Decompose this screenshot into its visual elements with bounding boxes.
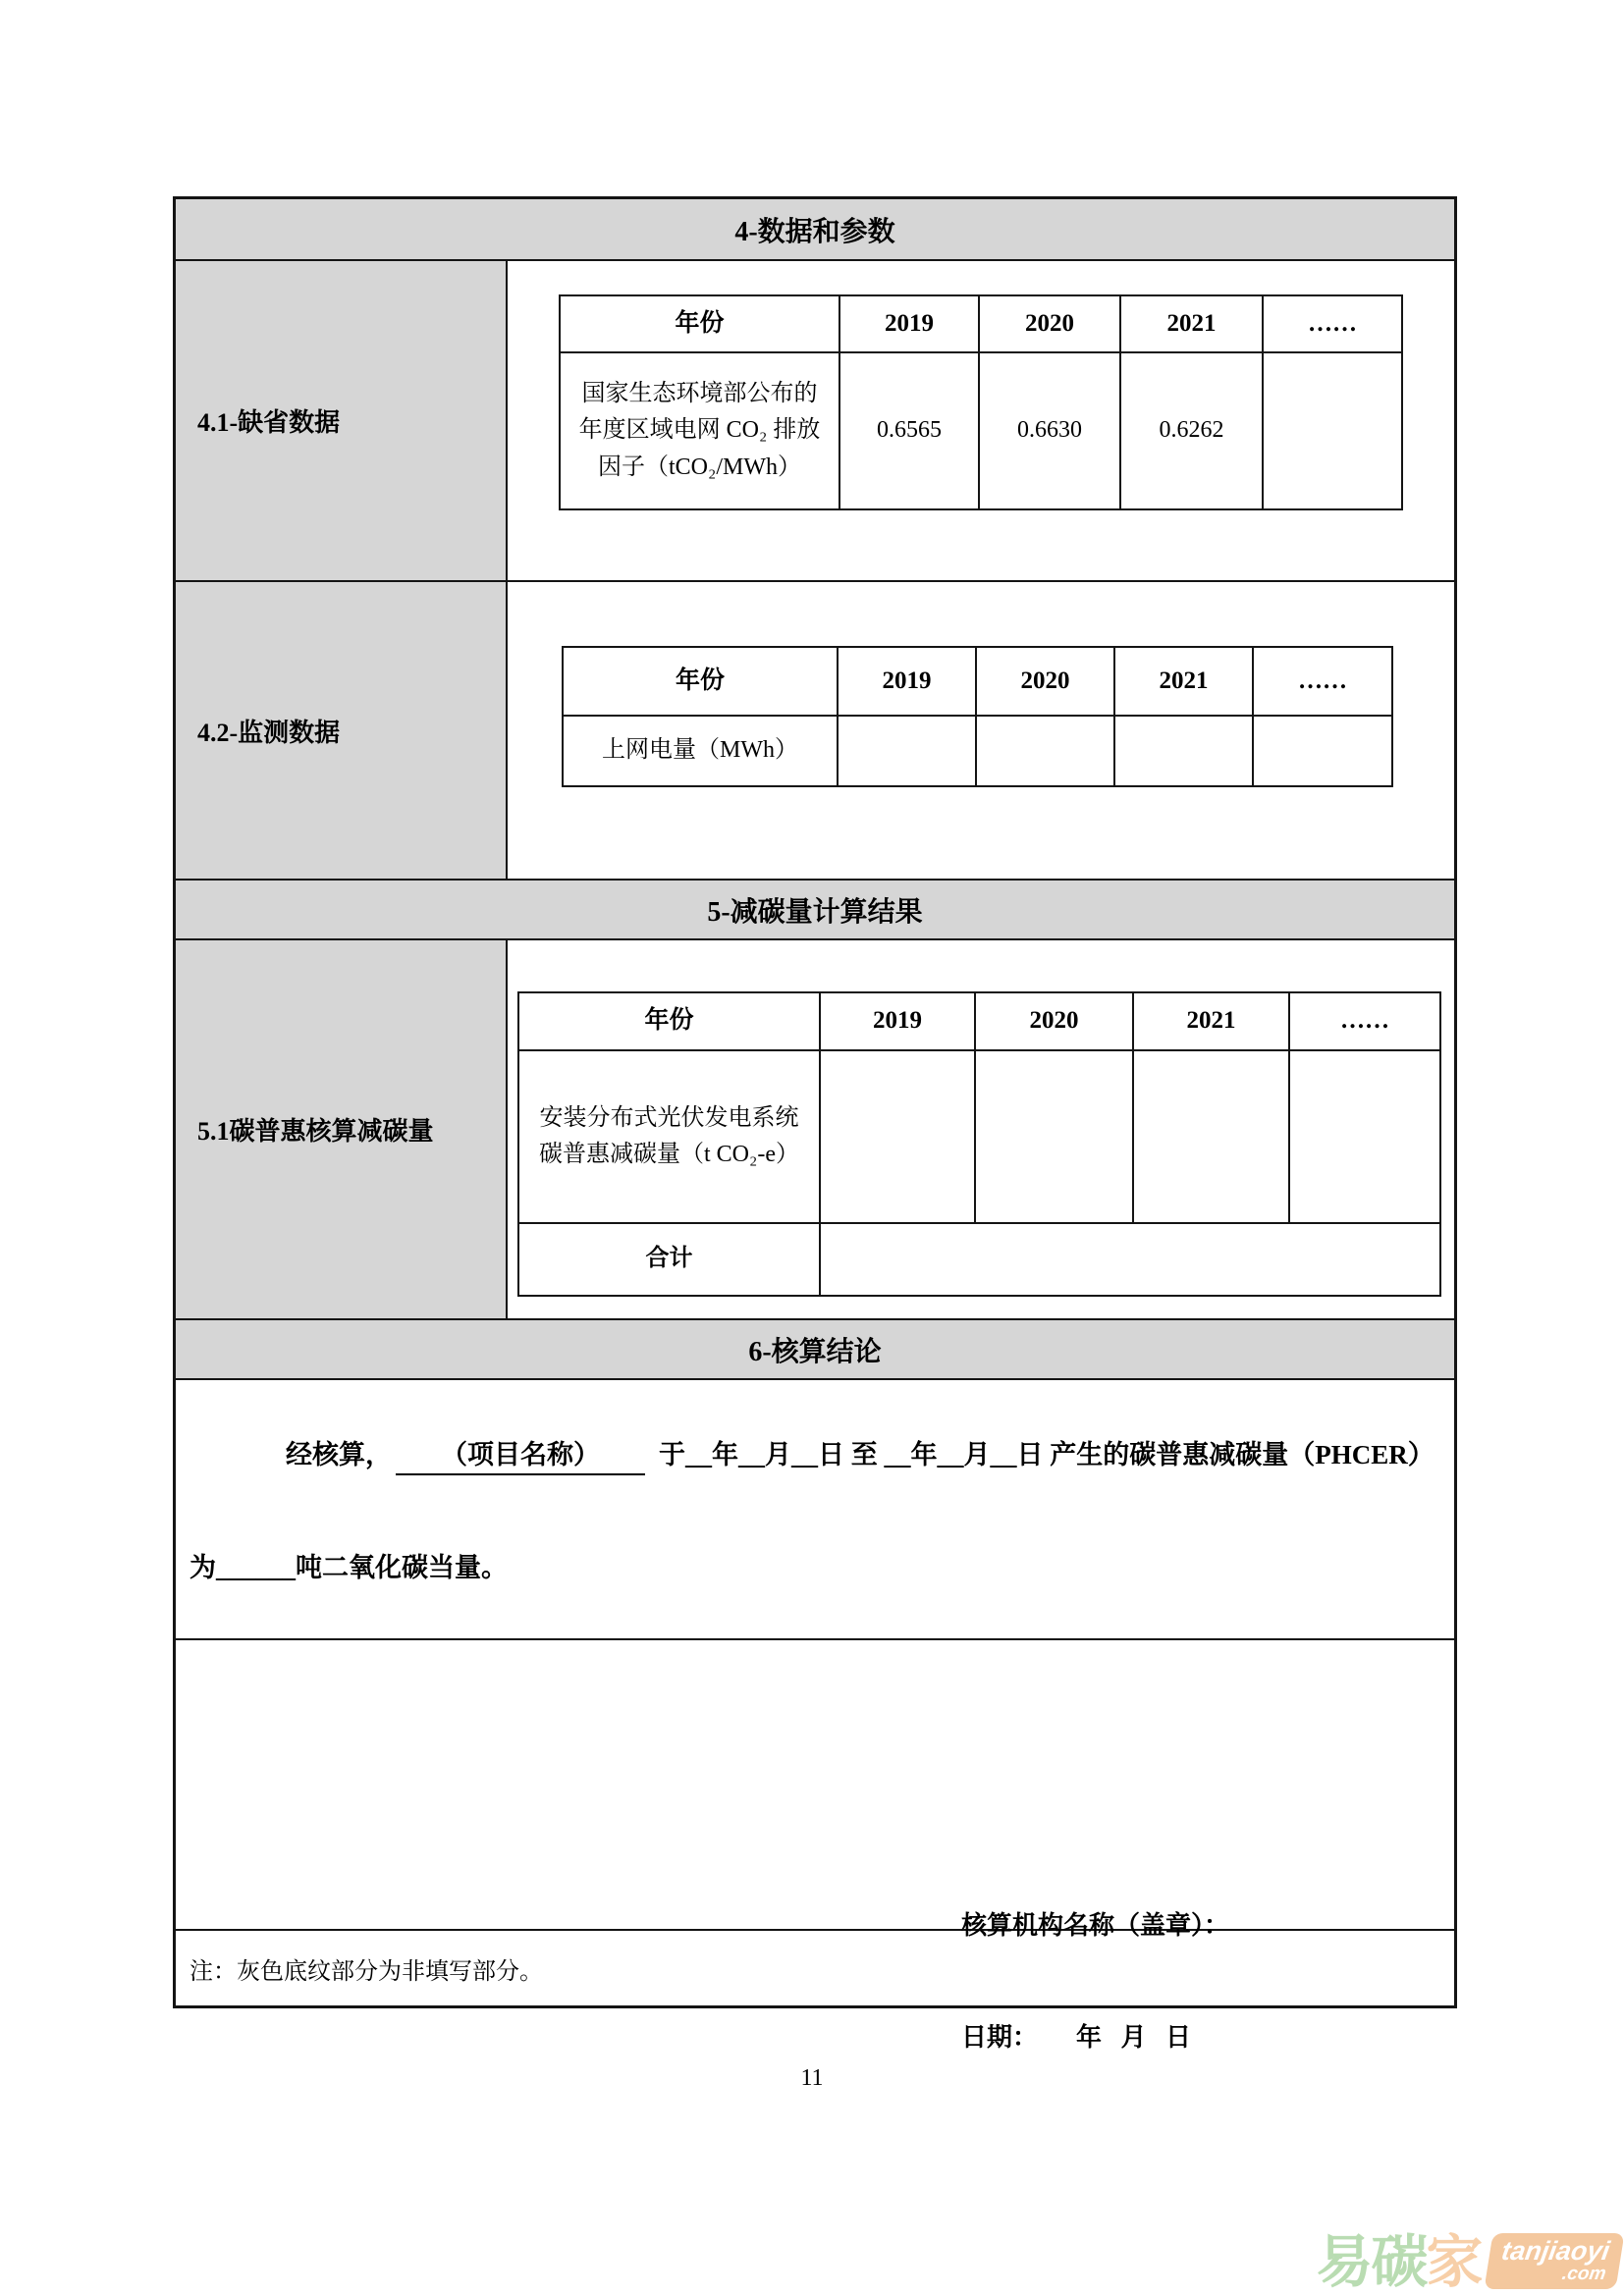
table-total-row bbox=[518, 1223, 1440, 1296]
value-2021: 0.6262 bbox=[1120, 352, 1263, 509]
header-cell-ellipsis: …… bbox=[1253, 647, 1392, 716]
phcer-table bbox=[517, 991, 1441, 1297]
form-table bbox=[173, 196, 1457, 2052]
row-phcer-result bbox=[176, 940, 1454, 1318]
monitoring-data-table bbox=[562, 646, 1393, 787]
watermark-char-yi: 易 bbox=[1316, 2230, 1372, 2294]
header-cell-ellipsis: …… bbox=[1263, 295, 1402, 352]
note-section bbox=[176, 1929, 1454, 2005]
table-row bbox=[518, 1050, 1440, 1223]
table-header-row bbox=[563, 647, 1392, 716]
watermark-char-jia: 家 bbox=[1426, 2230, 1482, 2294]
value-2019: 0.6565 bbox=[839, 352, 979, 509]
conclusion-suffix: 于__年__月__日 至 __年__月__日 产生的碳普惠减碳量（PHCER） bbox=[659, 1440, 1435, 1469]
header-cell-2020: 2020 bbox=[979, 295, 1120, 352]
header-cell-year: 年份 bbox=[560, 295, 839, 352]
value-2019 bbox=[820, 1050, 975, 1223]
header-cell-2020: 2020 bbox=[976, 647, 1114, 716]
table-header-row bbox=[560, 295, 1402, 352]
header-cell-2021: 2021 bbox=[1120, 295, 1263, 352]
section-4-header-bar bbox=[176, 199, 1454, 261]
value-2019 bbox=[838, 716, 976, 786]
project-name-blank: （项目名称） bbox=[396, 1433, 645, 1475]
header-cell-2021: 2021 bbox=[1133, 992, 1289, 1050]
label-4-2-monitoring-data bbox=[176, 582, 508, 879]
table-row bbox=[560, 352, 1402, 509]
page-number: 11 bbox=[800, 2065, 824, 2091]
note-text: 注：灰色底纹部分为非填写部分。 bbox=[189, 1958, 543, 1985]
value-ellipsis bbox=[1253, 716, 1392, 786]
value-2020: 0.6630 bbox=[979, 352, 1120, 509]
row-label-grid-electricity: 上网电量（MWh） bbox=[563, 716, 838, 786]
default-data-table bbox=[559, 294, 1403, 510]
row-label-emission-factor: 国家生态环境部公布的年度区域电网 CO₂ 排放因子（tCO₂/MWh） bbox=[560, 352, 839, 509]
header-cell-2020: 2020 bbox=[975, 992, 1133, 1050]
table-row bbox=[563, 716, 1392, 786]
watermark-badge-domain: .com bbox=[1560, 2264, 1608, 2284]
header-cell-ellipsis: …… bbox=[1289, 992, 1440, 1050]
row-monitoring-data bbox=[176, 580, 1454, 879]
watermark-badge-text: tanjiaoyi bbox=[1499, 2236, 1613, 2266]
header-cell-2019: 2019 bbox=[838, 647, 976, 716]
header-cell-year: 年份 bbox=[518, 992, 820, 1050]
header-cell-2021: 2021 bbox=[1114, 647, 1253, 716]
section-6-title: 6-核算结论 bbox=[748, 1336, 882, 1367]
table-header-row bbox=[518, 992, 1440, 1050]
stamp-org-line: 核算机构名称（盖章）： bbox=[961, 1911, 1230, 1940]
conclusion-section bbox=[176, 1380, 1454, 1638]
total-label: 合计 bbox=[518, 1223, 820, 1296]
section-6-header-bar bbox=[176, 1318, 1454, 1380]
label-4-1-default-data bbox=[176, 261, 508, 580]
conclusion-line1 bbox=[286, 1433, 1438, 1475]
header-cell-2019: 2019 bbox=[839, 295, 979, 352]
label-4-1-text: 4.1-缺省数据 bbox=[197, 408, 341, 437]
label-4-2-text: 4.2-监测数据 bbox=[197, 718, 341, 747]
stamp-date-line: 日期： 年 月 日 bbox=[961, 2023, 1192, 2052]
row-default-data bbox=[176, 261, 1454, 580]
row-label-pv-reduction: 安装分布式光伏发电系统碳普惠减碳量（t CO₂-e） bbox=[518, 1050, 820, 1223]
total-value bbox=[820, 1223, 1440, 1296]
header-cell-2019: 2019 bbox=[820, 992, 975, 1050]
value-ellipsis bbox=[1263, 352, 1402, 509]
label-5-1-phcer bbox=[176, 940, 508, 1318]
default-data-content bbox=[508, 261, 1454, 580]
watermark-char-tan: 碳 bbox=[1371, 2230, 1427, 2294]
monitoring-data-content bbox=[508, 582, 1454, 879]
section-5-title: 5-减碳量计算结果 bbox=[707, 896, 923, 928]
value-2021 bbox=[1114, 716, 1253, 786]
watermark-logo bbox=[1316, 2230, 1620, 2294]
section-5-header-bar bbox=[176, 879, 1454, 940]
section-4-title: 4-数据和参数 bbox=[734, 216, 895, 247]
watermark-badge bbox=[1485, 2233, 1624, 2289]
phcer-content bbox=[508, 940, 1454, 1318]
conclusion-line2: 为______吨二氧化碳当量。 bbox=[189, 1553, 508, 1582]
value-2020 bbox=[975, 1050, 1133, 1223]
header-cell-year: 年份 bbox=[563, 647, 838, 716]
value-2021 bbox=[1133, 1050, 1289, 1223]
label-5-1-text: 5.1碳普惠核算减碳量 bbox=[197, 1117, 434, 1146]
value-2020 bbox=[976, 716, 1114, 786]
conclusion-prefix: 经核算， bbox=[286, 1440, 392, 1469]
value-ellipsis bbox=[1289, 1050, 1440, 1223]
